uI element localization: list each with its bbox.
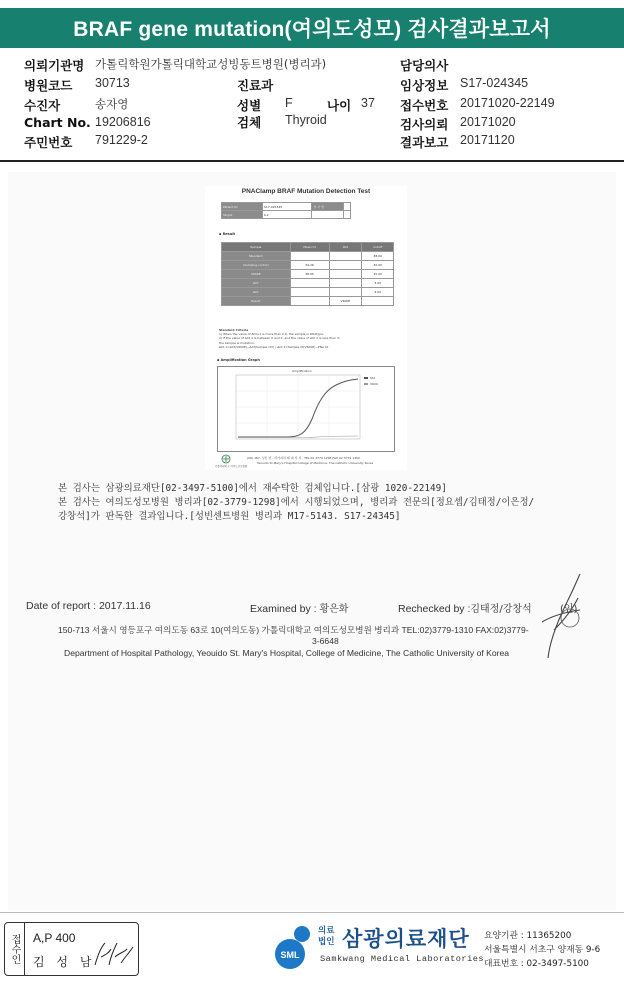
sml-logo-text: SML <box>280 950 300 960</box>
clinical-info-label: 임상정보 <box>400 78 449 93</box>
request-date-value: 20171020 <box>460 115 516 129</box>
table-cell: ΔCt <box>222 279 291 288</box>
table-row <box>222 297 394 306</box>
chart-no-value: 19206816 <box>95 115 151 129</box>
id-no-value: 791229-2 <box>95 133 148 147</box>
table-cell <box>290 279 329 288</box>
patient-table <box>221 202 351 219</box>
signature-icon <box>528 570 588 660</box>
remark-line: 강창석]가 판독한 결과입니다.[성빈센트병원 병리과 M17-5143. S17-24345] <box>58 511 401 522</box>
amplification-curve <box>218 367 394 451</box>
table-cell <box>344 203 351 211</box>
rechecked-label: Rechecked by : <box>398 603 471 615</box>
table-cell: S17-025345 <box>262 203 311 211</box>
criteria-line: 1) When the value of ΔCt+1 is more than 2.0, the sample is Wildtype. <box>219 332 324 337</box>
rechecked-value: 김태정/강창석 <box>470 604 532 615</box>
table-cell <box>329 288 362 297</box>
examined-label: Examined by : <box>250 603 317 615</box>
signature-icon <box>91 939 135 971</box>
table-cell: 34.26 <box>290 261 329 270</box>
table-cell <box>344 211 351 219</box>
table-header: Mean Ct <box>290 243 329 252</box>
table-cell: 3.00 <box>362 288 394 297</box>
specimen-value: Thyroid <box>285 113 327 127</box>
criteria-line: ΔCt 1=ΔCt(V600E)−ΔCt(Sample ctrl) / ΔCt 2=Sample Ct(V600E)−PNA Ct <box>219 344 329 349</box>
stamp-side-label: 접수인 <box>5 923 25 975</box>
specimen-label: 검체 <box>237 115 262 130</box>
receipt-no-value: 20171020-22149 <box>460 96 555 110</box>
lab-legal-prefix-line: 의료 <box>318 926 335 936</box>
graph-heading: ▪ Amplification Graph <box>217 358 260 362</box>
table-row <box>222 252 394 261</box>
lab-name: 삼광의료재단 <box>342 927 470 951</box>
result-heading: ▪ Result <box>219 232 236 236</box>
patient-value: 송자영 <box>95 97 129 111</box>
hospital-code-label: 병원코드 <box>24 78 73 93</box>
table-cell: 3.00 <box>362 279 394 288</box>
embedded-test-report <box>205 186 407 470</box>
table-cell: Patient ID <box>222 203 263 211</box>
scan-footer-line: (06) 167, 성신 빈 · 리가지리 제 내 서 서 · TEL 02 3779 1298 FAX 02 3779 1300 <box>247 456 360 460</box>
table-header: Sample <box>222 243 291 252</box>
table-cell: b.2 <box>262 211 311 219</box>
table-cell <box>290 252 329 261</box>
examined-by <box>250 600 348 615</box>
id-no-label: 주민번호 <box>24 135 73 150</box>
table-cell: V600E <box>329 297 362 306</box>
patient-label: 수진자 <box>24 98 61 113</box>
examined-value: 황은화 <box>319 604 349 615</box>
report-title: BRAF gene mutation(여의도성모) 검사결과보고서 <box>0 8 624 48</box>
report-date-label: 결과보고 <box>400 135 449 150</box>
table-cell <box>362 297 394 306</box>
table-cell: Result <box>222 297 291 306</box>
report-date-label: Date of report : <box>26 600 97 612</box>
table-cell: 성 사 명 <box>312 203 344 211</box>
report-date <box>26 600 151 612</box>
attending-label: 담당의사 <box>400 58 449 73</box>
table-cell: 38.05 <box>290 270 329 279</box>
stamp-code: A,P 400 <box>33 931 76 945</box>
scan-footer <box>215 454 405 468</box>
table-cell: 30.00 <box>362 261 394 270</box>
table-row <box>222 243 394 252</box>
department-label: 진료과 <box>237 78 274 93</box>
graph-legend-item: Std <box>370 376 375 380</box>
table-cell <box>329 252 362 261</box>
table-cell: 30.00 <box>362 270 394 279</box>
criteria-line: 2) If the value of ΔCt 1 is between 0 and 2, and the value of ΔCt 2 is less than 3, <box>219 336 340 341</box>
receipt-no-label: 접수번호 <box>400 98 449 113</box>
clinical-info-value: S17-024345 <box>460 76 529 90</box>
criteria-line: the sample is mutation. <box>219 340 255 345</box>
sex-label: 성별 <box>237 98 262 113</box>
table-cell: Clamping control <box>222 261 291 270</box>
address-line: 150-713 서울시 영등포구 여의도동 63로 10(여의도동) 가톨릭대학교 여의도성모병원 병리과 TEL:02)3779-1310 FAX:02)3779- <box>58 625 529 635</box>
age-value: 37 <box>361 96 375 110</box>
hospital-logo-text: 가톨릭대학교 여의도성모병원 <box>215 465 248 468</box>
report-date-value: 20171120 <box>460 133 515 147</box>
lab-address: 서울특별시 서초구 양재동 9-6 <box>484 945 601 955</box>
table-cell <box>329 261 362 270</box>
lab-legal-prefix <box>318 926 340 948</box>
requesting-org-label: 의뢰기관명 <box>24 58 85 73</box>
graph-legend-item: V600 <box>370 382 378 386</box>
result-table <box>221 242 394 306</box>
table-row <box>222 211 351 219</box>
table-row <box>222 279 394 288</box>
lab-institution-code: 요양기관 : 11365200 <box>484 931 572 941</box>
table-cell: Target <box>222 211 263 219</box>
sml-logo-icon <box>272 924 318 972</box>
table-cell <box>329 270 362 279</box>
address-line: 3-6648 <box>312 636 339 646</box>
table-row <box>222 261 394 270</box>
receipt-stamp <box>4 922 139 976</box>
request-date-label: 검사의뢰 <box>400 117 449 132</box>
header-divider <box>0 160 624 162</box>
criteria-heading: Standard Criteria <box>219 328 249 332</box>
table-cell <box>290 288 329 297</box>
table-cell <box>312 211 344 219</box>
department-line: Department of Hospital Pathology, Yeouido St. Mary's Hospital, College of Medicine, The Catholic University of Korea <box>64 648 510 658</box>
footer-divider <box>0 912 624 913</box>
lab-legal-prefix-line: 법인 <box>318 937 335 947</box>
lab-phone: 대표번호 : 02-3497-5100 <box>484 959 589 969</box>
patient-info <box>0 52 624 158</box>
table-cell: Standard <box>222 252 291 261</box>
table-cell: V600E <box>222 270 291 279</box>
table-cell <box>329 279 362 288</box>
scan-title: PNAClamp BRAF Mutation Detection Test <box>241 188 371 195</box>
graph-title: Amplification <box>292 369 312 373</box>
table-row <box>222 203 351 211</box>
rechecked-by <box>398 600 532 615</box>
age-label: 나이 <box>327 98 352 113</box>
chart-no-label: Chart No. <box>24 115 91 130</box>
table-header: ∆Ct <box>329 243 362 252</box>
remark-line: 본 검사는 삼광의료재단[02-3497-5100]에서 재수탁한 검체입니다.[삼광 1020-22149] <box>58 483 447 494</box>
table-cell: 38.00 <box>362 252 394 261</box>
table-cell: ΔCt <box>222 288 291 297</box>
sex-value: F <box>285 96 293 110</box>
table-row <box>222 270 394 279</box>
lab-name-en: Samkwang Medical Laboratories <box>320 954 485 964</box>
table-cell <box>290 297 329 306</box>
table-header: Cutoff <box>362 243 394 252</box>
scan-footer-line: Yeouido St.Mary's Hospital College of Medicine, The Catholic University Korea <box>257 461 374 465</box>
remark-line: 본 검사는 여의도성모병원 병리과[02-3779-1298]에서 시행되었으며, 병리과 전문의[정요셉/김태정/이은정/ <box>58 497 535 508</box>
amplification-graph <box>217 366 395 452</box>
table-row <box>222 288 394 297</box>
hospital-code-value: 30713 <box>95 76 130 90</box>
requesting-org-value: 가톨릭학원가톨릭대학교성빙동트병원(병리과) <box>95 57 327 71</box>
standard-criteria <box>219 328 399 349</box>
seal-mark: (인) <box>560 604 578 615</box>
report-date-value: 2017.11.16 <box>98 600 151 612</box>
stamp-name: 김 성 남 <box>33 955 96 969</box>
